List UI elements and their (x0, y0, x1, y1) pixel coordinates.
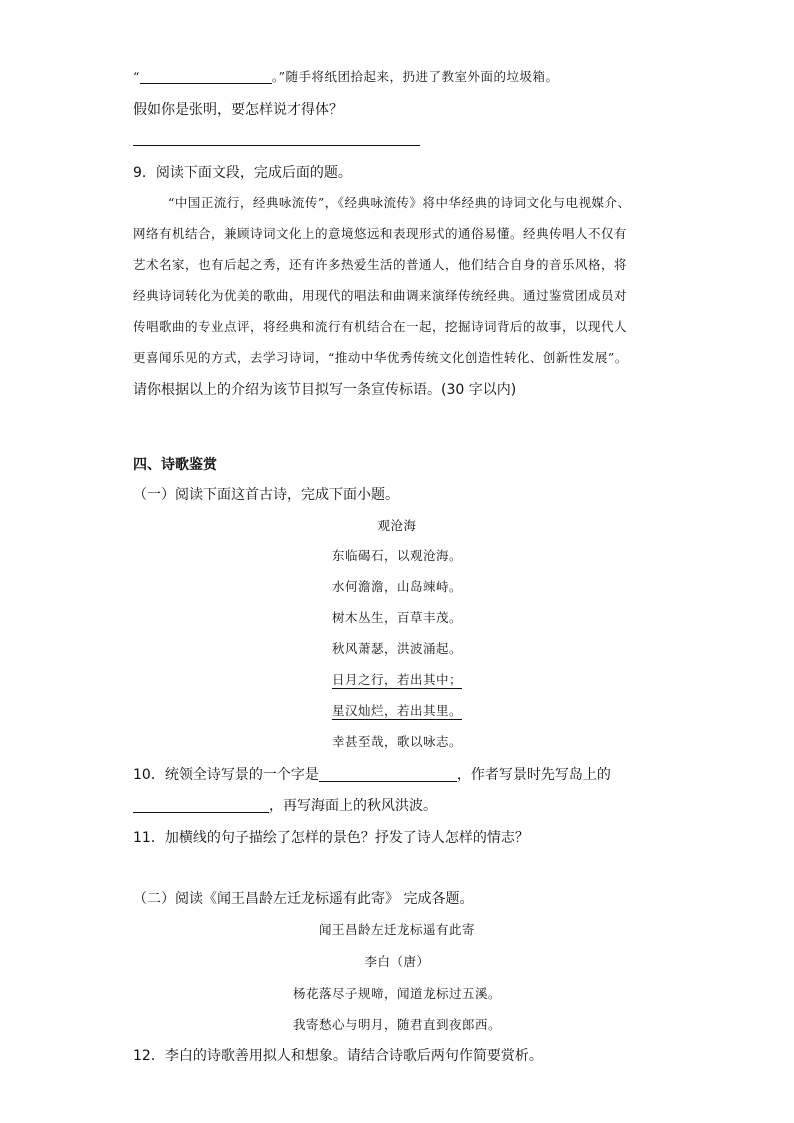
q9-passage-line: “中国正流行，经典咏流传”，《经典咏流传》将中华经典的诗词文化与电视媒介、 (168, 195, 631, 210)
part1-intro: （一）阅读下面这首古诗，完成下面小题。 (133, 487, 399, 503)
q11-question: 11．加横线的句子描绘了怎样的景色？抒发了诗人怎样的情志？ (133, 830, 529, 846)
poem2-line: 我寄愁心与明月，随君直到夜郎西。 (292, 1017, 501, 1032)
poem1-underlined-text: 星汉灿烂，若出其里。 (331, 703, 462, 718)
q9-passage-line: 网络有机结合，兼顾诗词文化上的意境悠远和表现形式的通俗易懂。经典传唱人不仅有 (133, 226, 628, 241)
q8-open-quote: “ (133, 69, 140, 84)
q10-suffix: ，再写海面上的秋风洪波。 (269, 798, 437, 814)
q12-question: 12．李白的诗歌善用拟人和想象。请结合诗歌后两句作简要赏析。 (133, 1048, 543, 1064)
q8-question: 假如你是张明，要怎样说才得体？ (133, 102, 343, 118)
poem1-title: 观沧海 (377, 518, 417, 533)
poem2-title: 闻王昌龄左迁龙标遥有此寄 (318, 922, 475, 937)
q8-fill-line (133, 67, 559, 85)
q10-blank-2[interactable] (133, 798, 269, 813)
poem1-underlined-line (0, 670, 794, 688)
q9-prompt: 9．阅读下面文段，完成后面的题。 (133, 165, 352, 181)
poem1-line: 东临碣石，以观沧海。 (331, 548, 462, 563)
q10-blank-1[interactable] (319, 767, 457, 782)
poem1-underlined-text: 日月之行，若出其中； (331, 672, 462, 687)
q8-answer-blank[interactable] (140, 69, 272, 84)
poem1-line: 树木丛生，百草丰茂。 (331, 610, 462, 625)
q9-passage-line: 经典诗词转化为优美的歌曲，用现代的唱法和曲调来演绎传统经典。通过鉴赏团成员对 (133, 288, 628, 303)
poem1-line: 秋风萧瑟，洪波涌起。 (331, 641, 462, 656)
q9-question: 请你根据以上的介绍为该节目拟写一条宣传标语。(30 字以内) (133, 382, 517, 398)
q9-passage-line: 艺术名家，也有后起之秀，还有许多热爱生活的普通人，他们结合自身的音乐风格，将 (133, 257, 628, 272)
q8-answer-line[interactable] (133, 145, 420, 146)
poem1-line: 幸甚至哉，歌以咏志。 (331, 734, 462, 749)
q10-line1 (133, 764, 611, 784)
part2-intro: （二）阅读《闻王昌龄左迁龙标遥有此寄》 完成各题。 (133, 891, 474, 907)
q10-prefix: 10．统领全诗写景的一个字是 (133, 767, 319, 783)
section-heading: 四、诗歌鉴赏 (133, 457, 217, 473)
q9-passage-line: 传唱歌曲的专业点评，将经典和流行有机结合在一起，挖掘诗词背后的故事，以现代人 (133, 319, 628, 334)
poem2-line: 杨花落尽子规啼，闻道龙标过五溪。 (292, 986, 501, 1001)
poem1-line: 水何澹澹，山岛竦峙。 (331, 579, 462, 594)
poem1-underlined-line (0, 701, 794, 719)
q10-line2 (133, 795, 437, 815)
q9-passage-line: 更喜闻乐见的方式，去学习诗词，“推动中华优秀传统文化创造性转化、创新性发展”。 (133, 350, 628, 365)
poem2-author: 李白（唐） (364, 954, 430, 969)
q8-after-blank: 。”随手将纸团拾起来，扔进了教室外面的垃圾箱。 (271, 69, 559, 84)
q10-middle: ，作者写景时先写岛上的 (456, 767, 611, 783)
